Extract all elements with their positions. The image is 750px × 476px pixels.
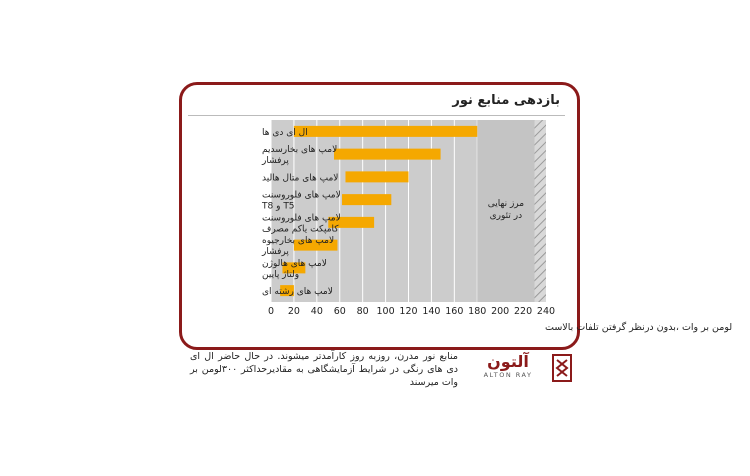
x-tick-label: 160 <box>445 306 464 317</box>
logo-subtitle: ALTON RAY <box>483 371 533 379</box>
chart-title: بازدهی منابع نور <box>452 93 560 108</box>
x-tick-label: 40 <box>310 306 323 317</box>
x-axis-label: لومن بر وات ،بدون درنظر گرفتن تلفات بالاست <box>545 322 733 333</box>
x-tick-label: 180 <box>468 306 487 317</box>
bar <box>334 149 441 160</box>
category-label: کامپکت یاکم مصرف <box>262 224 339 235</box>
x-tick-label: 200 <box>491 306 510 317</box>
category-label: لامپ های هالوژن <box>262 258 327 269</box>
category-label: ال ای دی ها <box>262 127 308 138</box>
category-label: لامپ های فلوروسنت <box>262 213 341 224</box>
theory-zone-hatch <box>535 120 546 302</box>
x-tick-label: 20 <box>287 306 300 317</box>
logo-title: آلتون <box>487 352 529 371</box>
bar <box>342 194 391 205</box>
bar <box>294 126 477 137</box>
logo-mark-icon <box>552 354 572 382</box>
category-label: لامپ های بخارسدیم <box>262 145 338 156</box>
category-label: پرفشار <box>262 247 289 258</box>
x-tick-label: 240 <box>536 306 556 317</box>
x-tick-labels <box>268 306 555 317</box>
x-tick-label: 80 <box>356 306 369 317</box>
x-tick-label: 220 <box>514 306 533 317</box>
x-tick-label: 140 <box>422 306 441 317</box>
category-label: لامپ های فلوروسنت <box>262 190 341 201</box>
bar <box>345 171 408 182</box>
caption-text: منابع نور مدرن، روزبه روز کارآمدتر میشوند. در حال حاضر ال ای دی های رنگی در شرایط آزمایشگاهی به مقادیرحداکثر ۳۰۰لومن بر وات میرسند <box>190 351 458 388</box>
category-label: لامپ های بخارجیوه <box>262 236 335 247</box>
x-tick-label: 120 <box>399 306 418 317</box>
annotation-line: مرز نهایی <box>487 199 525 209</box>
x-tick-label: 60 <box>333 306 346 317</box>
x-tick-label: 100 <box>376 306 395 317</box>
category-label: لامپ های متال هالید <box>262 173 339 184</box>
category-label: لامپ های رشته ای <box>262 287 333 298</box>
category-label: ولتاژ پایین <box>262 269 300 280</box>
category-label: پرفشار <box>262 156 289 167</box>
category-label: T5 و T8 <box>262 201 295 212</box>
x-tick-label: 0 <box>267 306 275 317</box>
brand-logo <box>468 352 573 386</box>
annotation-line: در تئوری <box>489 211 523 221</box>
